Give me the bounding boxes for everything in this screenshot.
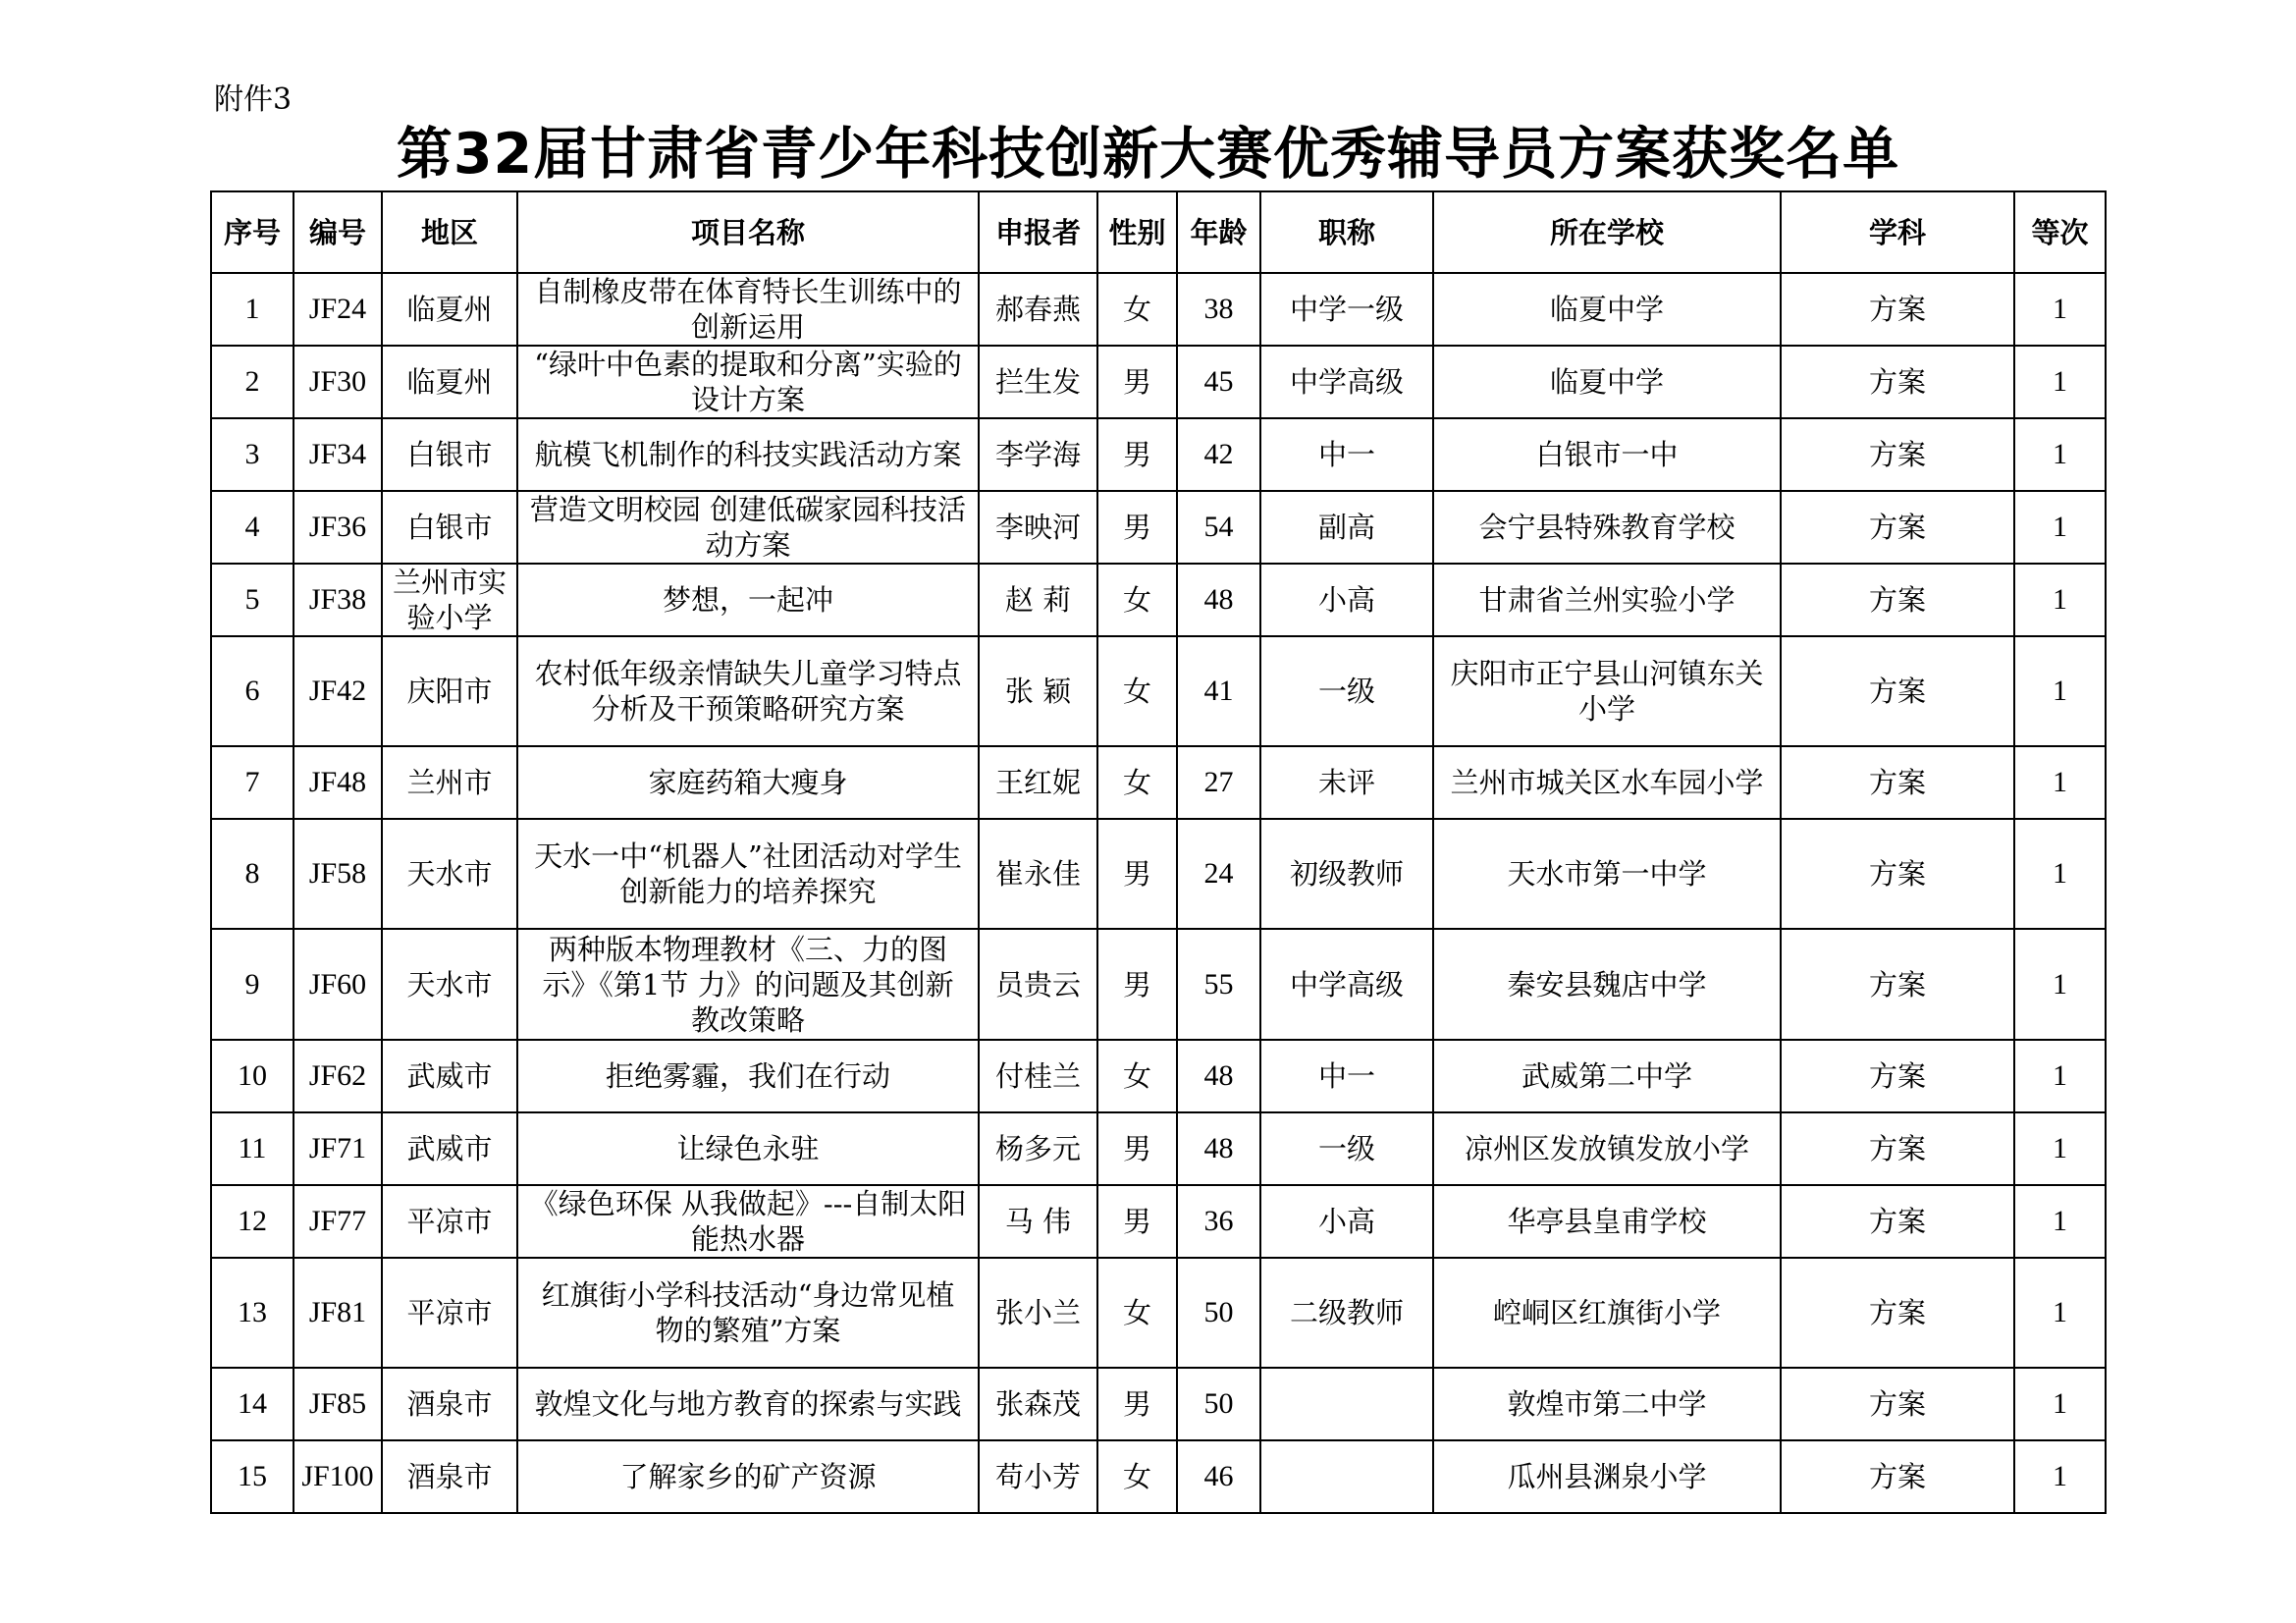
cell-gender: 男: [1097, 491, 1177, 564]
table-row: [211, 1040, 2106, 1112]
cell-age: 50: [1177, 1368, 1260, 1440]
cell-region: 武威市: [382, 1040, 517, 1112]
cell-school: 天水市第一中学: [1433, 819, 1781, 929]
cell-age: 38: [1177, 273, 1260, 346]
cell-subject: 方案: [1781, 491, 2014, 564]
cell-gender: 男: [1097, 346, 1177, 418]
header-age: 年龄: [1177, 191, 1260, 273]
cell-title: 中一: [1260, 418, 1433, 491]
cell-school: 华亭县皇甫学校: [1433, 1185, 1781, 1258]
cell-applicant: 崔永佳: [979, 819, 1097, 929]
cell-title: [1260, 1368, 1433, 1440]
cell-project: 红旗街小学科技活动“身边常见植物的繁殖”方案: [517, 1258, 979, 1368]
cell-region: 白银市: [382, 491, 517, 564]
table-row: [211, 273, 2106, 346]
cell-subject: 方案: [1781, 746, 2014, 819]
cell-school: 白银市一中: [1433, 418, 1781, 491]
cell-age: 27: [1177, 746, 1260, 819]
cell-subject: 方案: [1781, 636, 2014, 746]
cell-gender: 女: [1097, 746, 1177, 819]
cell-applicant: 张森茂: [979, 1368, 1097, 1440]
cell-project: 航模飞机制作的科技实践活动方案: [517, 418, 979, 491]
table-row: [211, 636, 2106, 746]
table-row: [211, 1440, 2106, 1513]
cell-subject: 方案: [1781, 418, 2014, 491]
cell-gender: 男: [1097, 819, 1177, 929]
cell-rank: 1: [2014, 346, 2106, 418]
cell-gender: 男: [1097, 1112, 1177, 1185]
cell-region: 白银市: [382, 418, 517, 491]
cell-age: 48: [1177, 564, 1260, 636]
cell-age: 45: [1177, 346, 1260, 418]
cell-age: 24: [1177, 819, 1260, 929]
cell-school: 甘肃省兰州实验小学: [1433, 564, 1781, 636]
cell-title: 中学高级: [1260, 929, 1433, 1040]
cell-region: 兰州市: [382, 746, 517, 819]
table-row: [211, 1112, 2106, 1185]
cell-applicant: 员贵云: [979, 929, 1097, 1040]
cell-region: 酒泉市: [382, 1368, 517, 1440]
cell-applicant: 张小兰: [979, 1258, 1097, 1368]
cell-applicant: 李学海: [979, 418, 1097, 491]
header-title: 职称: [1260, 191, 1433, 273]
header-gender: 性别: [1097, 191, 1177, 273]
cell-region: 武威市: [382, 1112, 517, 1185]
cell-rank: 1: [2014, 273, 2106, 346]
header-seq: 序号: [211, 191, 294, 273]
cell-rank: 1: [2014, 819, 2106, 929]
cell-title: 未评: [1260, 746, 1433, 819]
cell-applicant: 杨多元: [979, 1112, 1097, 1185]
cell-project: 两种版本物理教材《三、力的图示》《第1节 力》的问题及其创新教改策略: [517, 929, 979, 1040]
cell-code: JF38: [294, 564, 382, 636]
header-rank: 等次: [2014, 191, 2106, 273]
cell-applicant: 李映河: [979, 491, 1097, 564]
cell-region: 兰州市实验小学: [382, 564, 517, 636]
cell-subject: 方案: [1781, 819, 2014, 929]
cell-age: 46: [1177, 1440, 1260, 1513]
cell-code: JF58: [294, 819, 382, 929]
cell-seq: 8: [211, 819, 294, 929]
cell-gender: 男: [1097, 929, 1177, 1040]
cell-school: 会宁县特殊教育学校: [1433, 491, 1781, 564]
cell-seq: 4: [211, 491, 294, 564]
cell-title: 小高: [1260, 564, 1433, 636]
cell-subject: 方案: [1781, 346, 2014, 418]
cell-subject: 方案: [1781, 1368, 2014, 1440]
cell-gender: 女: [1097, 564, 1177, 636]
table-row: [211, 1258, 2106, 1368]
cell-seq: 12: [211, 1185, 294, 1258]
cell-applicant: 苟小芳: [979, 1440, 1097, 1513]
cell-school: 敦煌市第二中学: [1433, 1368, 1781, 1440]
cell-project: 农村低年级亲情缺失儿童学习特点分析及干预策略研究方案: [517, 636, 979, 746]
cell-project: “绿叶中色素的提取和分离”实验的设计方案: [517, 346, 979, 418]
cell-seq: 3: [211, 418, 294, 491]
cell-region: 天水市: [382, 929, 517, 1040]
cell-code: JF36: [294, 491, 382, 564]
cell-age: 42: [1177, 418, 1260, 491]
cell-title: 中学一级: [1260, 273, 1433, 346]
cell-project: 让绿色永驻: [517, 1112, 979, 1185]
table-row: [211, 564, 2106, 636]
cell-applicant: 马 伟: [979, 1185, 1097, 1258]
cell-school: 庆阳市正宁县山河镇东关小学: [1433, 636, 1781, 746]
cell-rank: 1: [2014, 418, 2106, 491]
cell-rank: 1: [2014, 1040, 2106, 1112]
table-row: [211, 929, 2106, 1040]
cell-rank: 1: [2014, 564, 2106, 636]
cell-code: JF48: [294, 746, 382, 819]
cell-age: 41: [1177, 636, 1260, 746]
document-title: 第32届甘肃省青少年科技创新大赛优秀辅导员方案获奖名单: [396, 122, 1900, 187]
cell-subject: 方案: [1781, 929, 2014, 1040]
cell-title: 中一: [1260, 1040, 1433, 1112]
cell-project: 自制橡皮带在体育特长生训练中的创新运用: [517, 273, 979, 346]
cell-title: 二级教师: [1260, 1258, 1433, 1368]
cell-title: [1260, 1440, 1433, 1513]
cell-seq: 13: [211, 1258, 294, 1368]
cell-gender: 女: [1097, 273, 1177, 346]
cell-age: 55: [1177, 929, 1260, 1040]
cell-code: JF85: [294, 1368, 382, 1440]
cell-code: JF42: [294, 636, 382, 746]
table-row: [211, 346, 2106, 418]
cell-seq: 2: [211, 346, 294, 418]
cell-region: 临夏州: [382, 346, 517, 418]
cell-gender: 女: [1097, 1040, 1177, 1112]
cell-project: 敦煌文化与地方教育的探索与实践: [517, 1368, 979, 1440]
cell-subject: 方案: [1781, 1185, 2014, 1258]
cell-gender: 女: [1097, 636, 1177, 746]
cell-project: 《绿色环保 从我做起》---自制太阳能热水器: [517, 1185, 979, 1258]
cell-code: JF100: [294, 1440, 382, 1513]
header-school: 所在学校: [1433, 191, 1781, 273]
cell-rank: 1: [2014, 929, 2106, 1040]
table-header-row: [211, 191, 2106, 273]
cell-region: 临夏州: [382, 273, 517, 346]
cell-school: 瓜州县渊泉小学: [1433, 1440, 1781, 1513]
cell-seq: 15: [211, 1440, 294, 1513]
award-list-table: [210, 190, 2107, 1514]
cell-applicant: 王红妮: [979, 746, 1097, 819]
cell-seq: 7: [211, 746, 294, 819]
cell-applicant: 张 颖: [979, 636, 1097, 746]
cell-region: 天水市: [382, 819, 517, 929]
cell-seq: 5: [211, 564, 294, 636]
cell-gender: 男: [1097, 1185, 1177, 1258]
cell-seq: 1: [211, 273, 294, 346]
table-row: [211, 746, 2106, 819]
cell-subject: 方案: [1781, 1040, 2014, 1112]
cell-school: 临夏中学: [1433, 273, 1781, 346]
cell-region: 酒泉市: [382, 1440, 517, 1513]
cell-code: JF30: [294, 346, 382, 418]
cell-project: 营造文明校园 创建低碳家园科技活动方案: [517, 491, 979, 564]
cell-code: JF24: [294, 273, 382, 346]
cell-title: 一级: [1260, 1112, 1433, 1185]
table-row: [211, 1185, 2106, 1258]
cell-age: 50: [1177, 1258, 1260, 1368]
cell-subject: 方案: [1781, 273, 2014, 346]
table-row: [211, 418, 2106, 491]
cell-region: 平凉市: [382, 1185, 517, 1258]
cell-seq: 6: [211, 636, 294, 746]
cell-school: 凉州区发放镇发放小学: [1433, 1112, 1781, 1185]
cell-applicant: 拦生发: [979, 346, 1097, 418]
cell-applicant: 付桂兰: [979, 1040, 1097, 1112]
cell-age: 54: [1177, 491, 1260, 564]
cell-age: 48: [1177, 1112, 1260, 1185]
cell-code: JF71: [294, 1112, 382, 1185]
header-subject: 学科: [1781, 191, 2014, 273]
cell-gender: 女: [1097, 1258, 1177, 1368]
cell-subject: 方案: [1781, 1112, 2014, 1185]
cell-rank: 1: [2014, 1185, 2106, 1258]
cell-rank: 1: [2014, 491, 2106, 564]
header-code: 编号: [294, 191, 382, 273]
table-row: [211, 1368, 2106, 1440]
cell-subject: 方案: [1781, 1440, 2014, 1513]
cell-subject: 方案: [1781, 1258, 2014, 1368]
cell-project: 天水一中“机器人”社团活动对学生创新能力的培养探究: [517, 819, 979, 929]
cell-title: 一级: [1260, 636, 1433, 746]
cell-age: 36: [1177, 1185, 1260, 1258]
cell-project: 拒绝雾霾，我们在行动: [517, 1040, 979, 1112]
cell-rank: 1: [2014, 1112, 2106, 1185]
cell-seq: 10: [211, 1040, 294, 1112]
table-row: [211, 819, 2106, 929]
cell-title: 副高: [1260, 491, 1433, 564]
cell-project: 了解家乡的矿产资源: [517, 1440, 979, 1513]
cell-title: 小高: [1260, 1185, 1433, 1258]
cell-school: 崆峒区红旗街小学: [1433, 1258, 1781, 1368]
cell-subject: 方案: [1781, 564, 2014, 636]
cell-rank: 1: [2014, 1258, 2106, 1368]
cell-title: 中学高级: [1260, 346, 1433, 418]
cell-rank: 1: [2014, 636, 2106, 746]
cell-applicant: 郝春燕: [979, 273, 1097, 346]
cell-school: 武威第二中学: [1433, 1040, 1781, 1112]
table-row: [211, 491, 2106, 564]
cell-school: 秦安县魏店中学: [1433, 929, 1781, 1040]
cell-rank: 1: [2014, 1440, 2106, 1513]
cell-age: 48: [1177, 1040, 1260, 1112]
cell-code: JF60: [294, 929, 382, 1040]
cell-project: 梦想，一起冲: [517, 564, 979, 636]
cell-code: JF77: [294, 1185, 382, 1258]
header-region: 地区: [382, 191, 517, 273]
cell-gender: 男: [1097, 418, 1177, 491]
cell-school: 临夏中学: [1433, 346, 1781, 418]
cell-rank: 1: [2014, 746, 2106, 819]
header-applicant: 申报者: [979, 191, 1097, 273]
cell-seq: 14: [211, 1368, 294, 1440]
cell-seq: 11: [211, 1112, 294, 1185]
cell-code: JF34: [294, 418, 382, 491]
cell-project: 家庭药箱大瘦身: [517, 746, 979, 819]
cell-gender: 女: [1097, 1440, 1177, 1513]
attachment-label: 附件3: [214, 82, 293, 117]
cell-seq: 9: [211, 929, 294, 1040]
cell-region: 庆阳市: [382, 636, 517, 746]
cell-title: 初级教师: [1260, 819, 1433, 929]
cell-region: 平凉市: [382, 1258, 517, 1368]
cell-code: JF62: [294, 1040, 382, 1112]
cell-code: JF81: [294, 1258, 382, 1368]
cell-school: 兰州市城关区水车园小学: [1433, 746, 1781, 819]
header-project: 项目名称: [517, 191, 979, 273]
cell-gender: 男: [1097, 1368, 1177, 1440]
cell-applicant: 赵 莉: [979, 564, 1097, 636]
cell-rank: 1: [2014, 1368, 2106, 1440]
